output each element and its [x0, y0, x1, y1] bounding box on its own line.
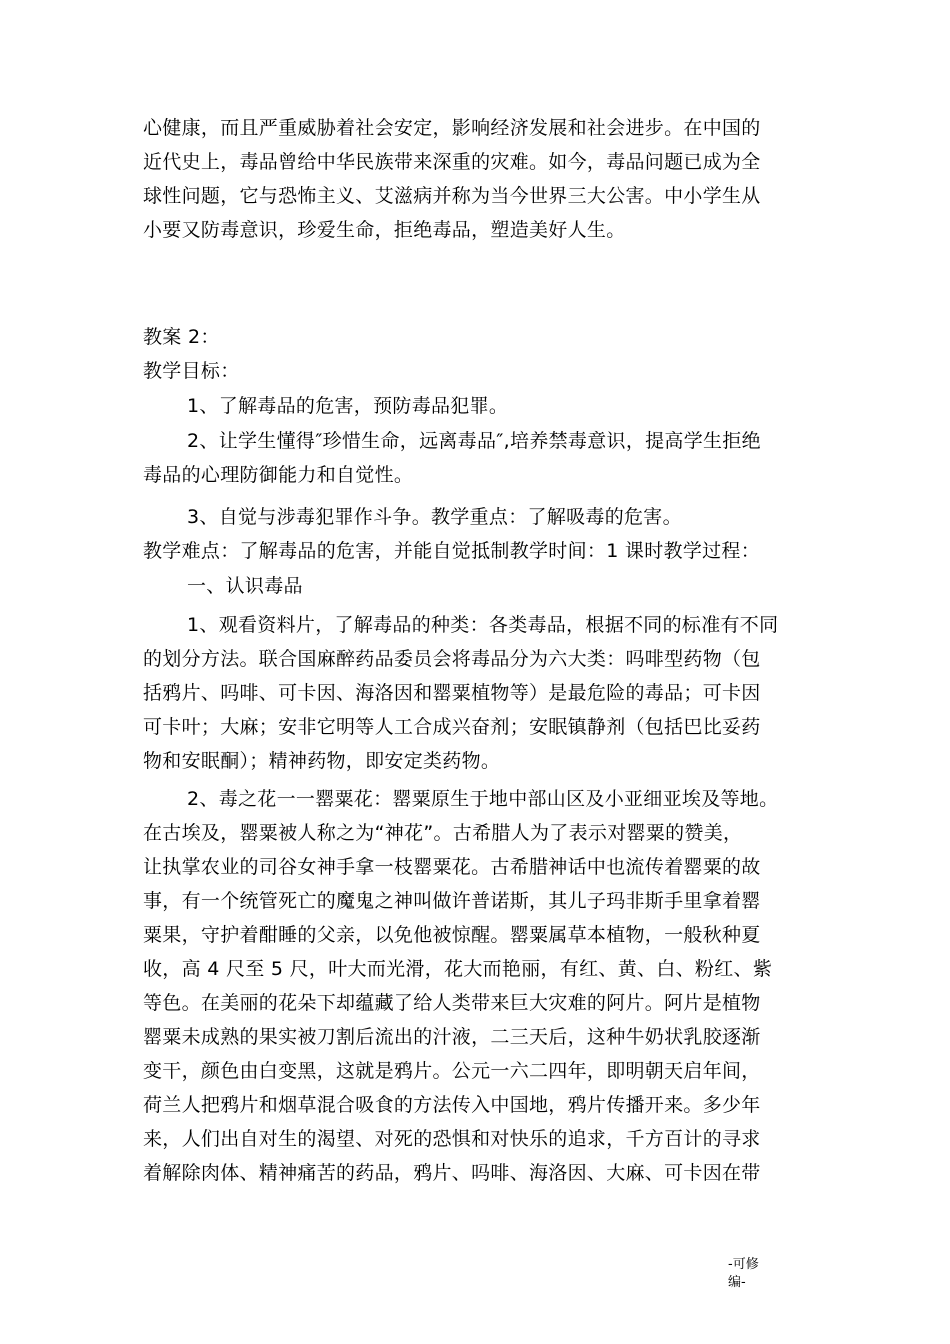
footer-line-1: -可修 — [728, 1257, 759, 1272]
para-2-line-5: 粟果，守护着酣睡的父亲，以免他被惊醒。罂粟属草本植物，一般秋种夏 — [143, 924, 761, 946]
para-2-line-4: 事，有一个统管死亡的魔鬼之神叫做许普诺斯，其儿子玛非斯手里拿着罂 — [143, 890, 761, 912]
section-1-heading: 一、认识毒品 — [187, 575, 303, 597]
para-1-line-2: 的划分方法。联合国麻醉药品委员会将毒品分为六大类：吗啡型药物（包 — [143, 648, 761, 670]
para-1-line-4: 可卡叶；大麻；安非它明等人工合成兴奋剂；安眠镇静剂（包括巴比妥药 — [143, 716, 761, 738]
para-2-line-9: 变干，颜色由白变黑，这就是鸦片。公元一六二四年，即明朝天启年间， — [143, 1060, 761, 1082]
para-2-line-10: 荷兰人把鸦片和烟草混合吸食的方法传入中国地，鸦片传播开来。多少年 — [143, 1094, 761, 1116]
para-2-line-8: 罂粟未成熟的果实被刀割后流出的汁液，二三天后，这种牛奶状乳胶逐渐 — [143, 1026, 761, 1048]
objective-3: 3、自觉与涉毒犯罪作斗争。教学重点：了解吸毒的危害。 — [187, 506, 682, 528]
para-2-line-12: 着解除肉体、精神痛苦的药品，鸦片、吗啡、海洛因、大麻、可卡因在带 — [143, 1162, 761, 1184]
para-2-line-3: 让执掌农业的司谷女神手拿一枝罂粟花。古希腊神话中也流传着罂粟的故 — [143, 856, 761, 878]
para-2-line-2: 在古埃及，罂粟被人称之为“神花”。古希腊人为了表示对罂粟的赞美， — [143, 822, 743, 844]
footer-line-2: 编- — [728, 1275, 746, 1290]
intro-line-2: 近代史上，毒品曾给中华民族带来深重的灾难。如今，毒品问题已成为全 — [143, 151, 761, 173]
intro-line-4: 小要又防毒意识，珍爱生命，拒绝毒品，塑造美好人生。 — [143, 219, 626, 241]
para-2-line-11: 来，人们出自对生的渴望、对死的恐惧和对快乐的追求，千方百计的寻求 — [143, 1128, 761, 1150]
para-2-line-7: 等色。在美丽的花朵下却蕴藏了给人类带来巨大灾难的阿片。阿片是植物 — [143, 992, 761, 1014]
para-1-line-1: 1、观看资料片，了解毒品的种类：各类毒品，根据不同的标准有不同 — [187, 614, 779, 636]
para-1-line-3: 括鸦片、吗啡、可卡因、海洛因和罂粟植物等）是最危险的毒品；可卡因 — [143, 682, 761, 704]
para-2-line-1: 2、毒之花一一罂粟花：罂粟原生于地中部山区及小亚细亚埃及等地。 — [187, 788, 779, 810]
objective-2-line-1: 2、让学生懂得″珍惜生命，远离毒品″,培养禁毒意识，提高学生拒绝 — [187, 430, 761, 452]
difficulty-line: 教学难点：了解毒品的危害，并能自觉抵制教学时间：1 课时教学过程： — [143, 540, 761, 562]
para-1-line-5: 物和安眠酮）；精神药物，即安定类药物。 — [143, 750, 501, 772]
lesson-title: 教案 2： — [143, 326, 220, 348]
objective-2-line-2: 毒品的心理防御能力和自觉性。 — [143, 464, 414, 486]
para-2-line-6: 收，高 4 尺至 5 尺，叶大而光滑，花大而艳丽，有红、黄、白、粉红、紫 — [143, 958, 773, 980]
objective-1: 1、了解毒品的危害，预防毒品犯罪。 — [187, 395, 509, 417]
objectives-heading: 教学目标： — [143, 360, 240, 382]
intro-line-3: 球性问题，它与恐怖主义、艾滋病并称为当今世界三大公害。中小学生从 — [143, 185, 761, 207]
intro-line-1: 心健康，而且严重威胁着社会安定，影响经济发展和社会进步。在中国的 — [143, 117, 761, 139]
